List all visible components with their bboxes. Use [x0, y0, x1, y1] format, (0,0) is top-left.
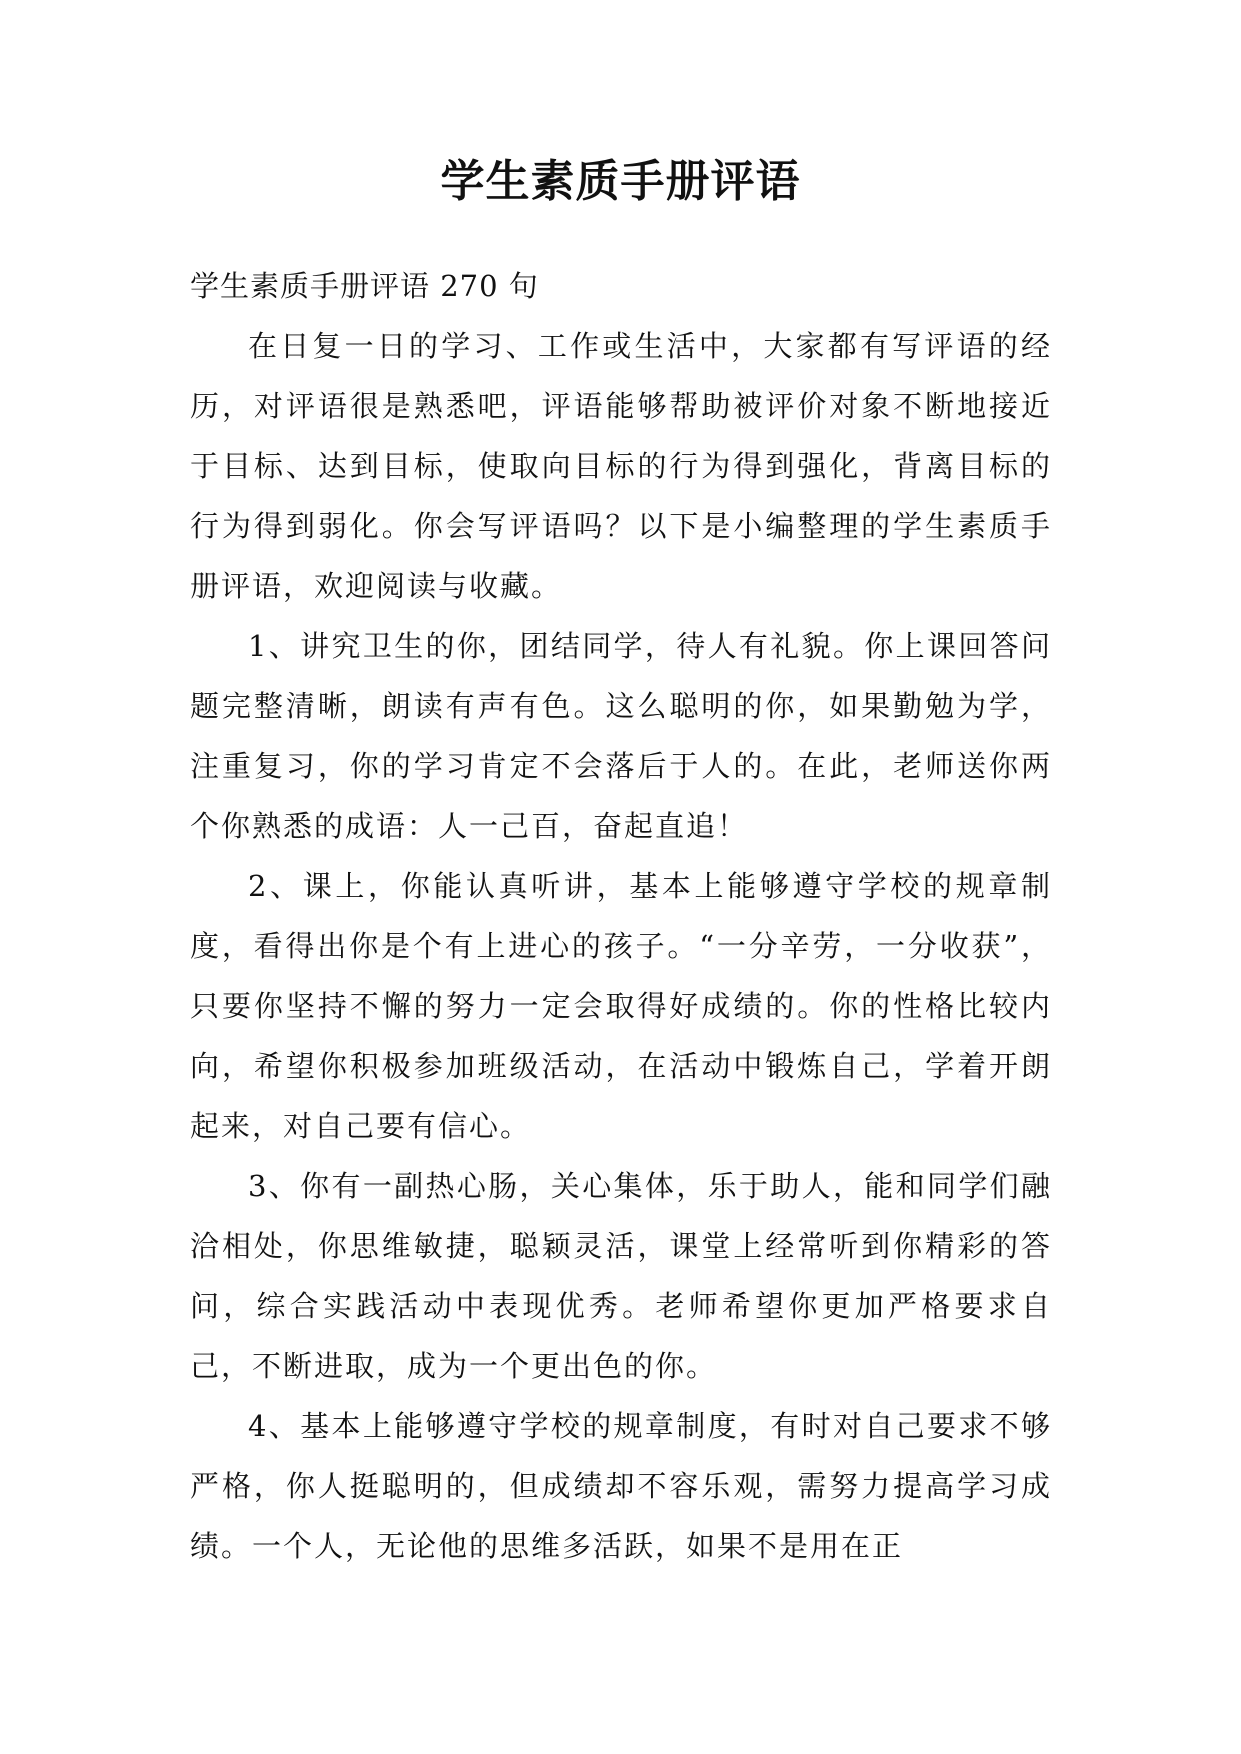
comment-paragraph-4: 4、基本上能够遵守学校的规章制度，有时对自己要求不够严格，你人挺聪明的，但成绩却不容乐观，需努力提高学习成绩。一个人，无论他的思维多活跃，如果不是用在正: [190, 1409, 1052, 1563]
document-body: [190, 256, 1052, 1576]
document-subtitle: 学生素质手册评语 270 句: [190, 269, 539, 303]
comment-paragraph-1: 1、讲究卫生的你，团结同学，待人有礼貌。你上课回答问题完整清晰，朗读有声有色。这么聪明的你，如果勤勉为学，注重复习，你的学习肯定不会落后于人的。在此，老师送你两个你熟悉的成语：人一己百，奋起直追！: [190, 629, 1052, 843]
comment-paragraph-2: 2、课上，你能认真听讲，基本上能够遵守学校的规章制度，看得出你是个有上进心的孩子。“一分辛劳，一分收获”，只要你坚持不懈的努力一定会取得好成绩的。你的性格比较内向，希望你积极参加班级活动，在活动中锻炼自己，学着开朗起来，对自己要有信心。: [190, 869, 1052, 1143]
comment-paragraph-3: 3、你有一副热心肠，关心集体，乐于助人，能和同学们融洽相处，你思维敏捷，聪颖灵活，课堂上经常听到你精彩的答问，综合实践活动中表现优秀。老师希望你更加严格要求自己，不断进取，成为一个更出色的你。: [190, 1169, 1052, 1383]
document-title: 学生素质手册评语: [440, 156, 801, 207]
intro-paragraph: 在日复一日的学习、工作或生活中，大家都有写评语的经历，对评语很是熟悉吧，评语能够帮助被评价对象不断地接近于目标、达到目标，使取向目标的行为得到强化，背离目标的行为得到弱化。你会写评语吗？以下是小编整理的学生素质手册评语，欢迎阅读与收藏。: [190, 329, 1052, 603]
